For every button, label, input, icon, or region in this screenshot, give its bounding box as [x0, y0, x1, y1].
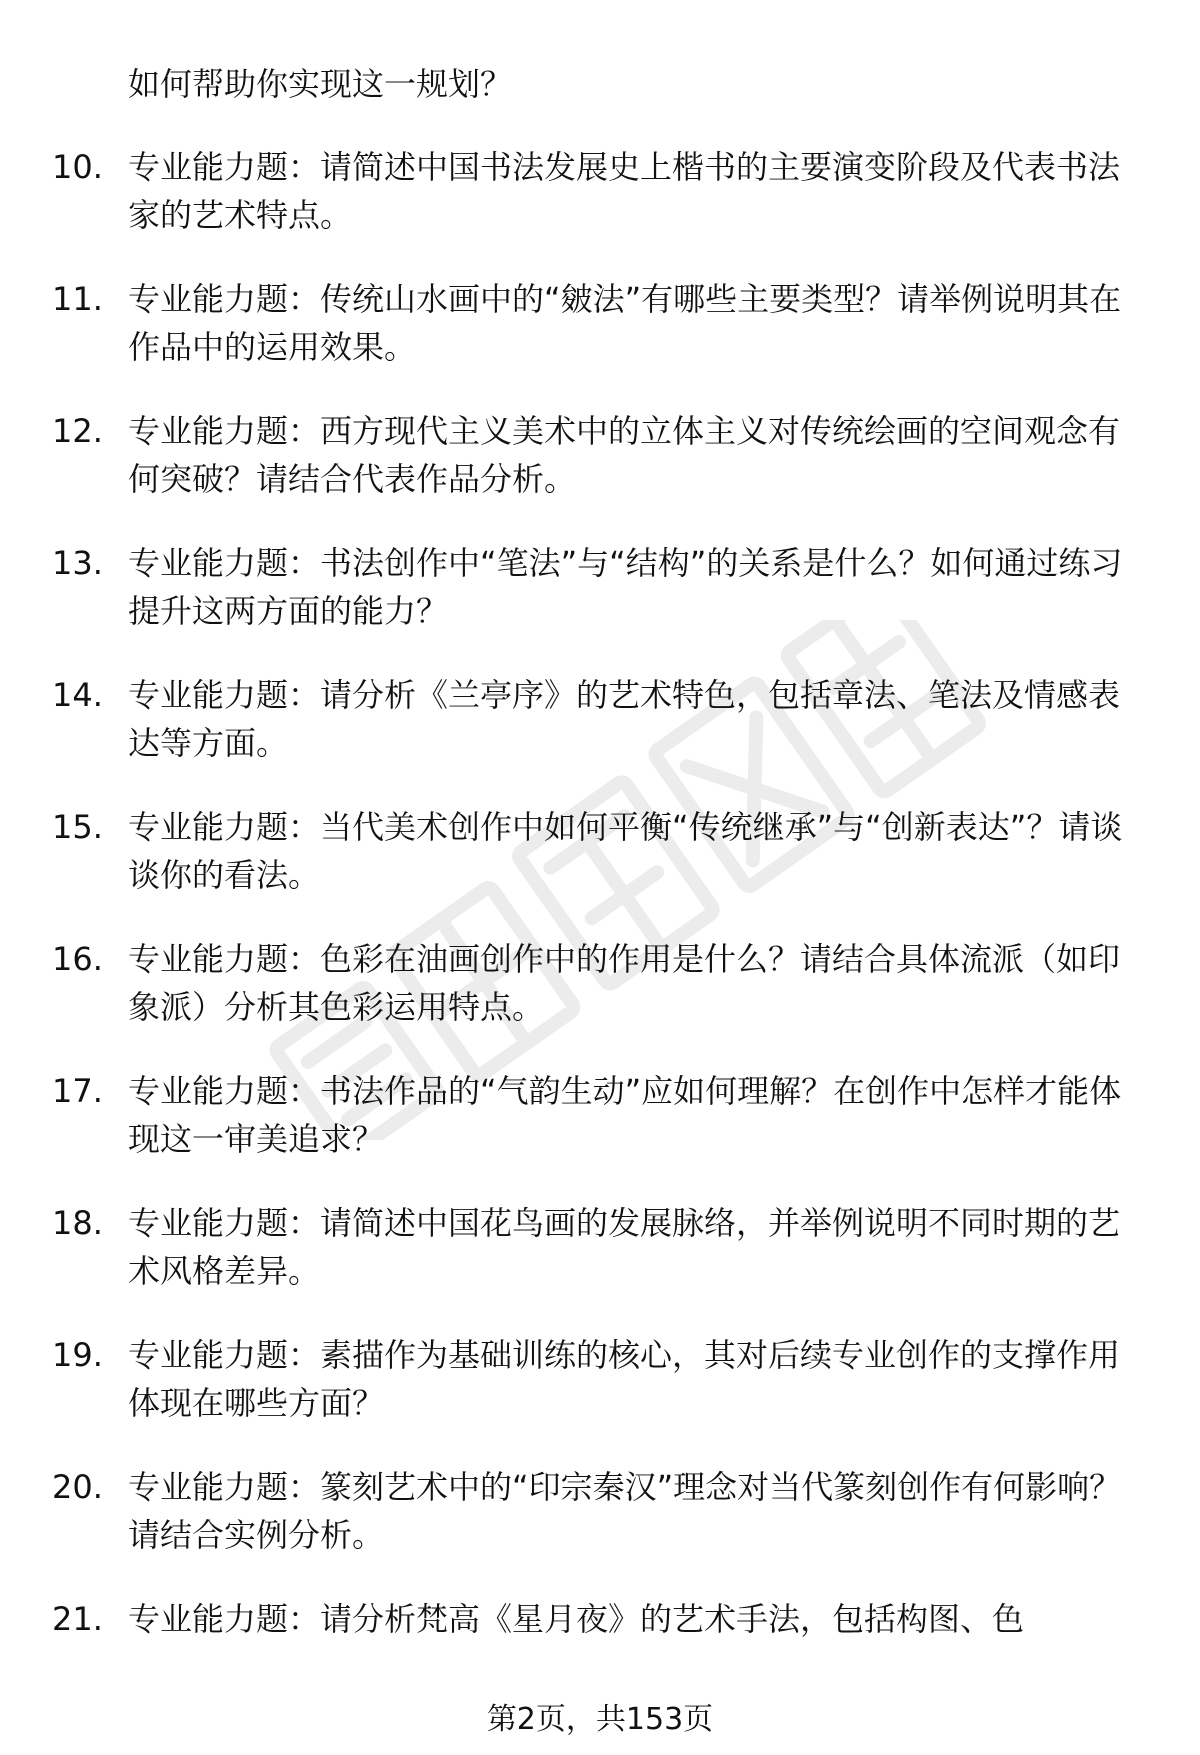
question-text: 专业能力题：传统山水画中的“皴法”有哪些主要类型？请举例说明其在作品中的运用效果。 [128, 280, 1122, 366]
list-item [0, 407, 1200, 539]
list-item [0, 803, 1200, 935]
question-number: 20. [52, 1468, 103, 1506]
question-number: 11. [52, 280, 103, 318]
question-number: 15. [52, 808, 103, 846]
question-number: 14. [52, 676, 103, 714]
continued-question-line: 如何帮助你实现这一规划？ [128, 65, 513, 103]
question-number: 18. [52, 1204, 103, 1242]
list-item [0, 143, 1200, 275]
question-text: 专业能力题：素描作为基础训练的核心，其对后续专业创作的支撑作用体现在哪些方面？ [128, 1336, 1121, 1422]
question-text: 专业能力题：书法创作中“笔法”与“结构”的关系是什么？如何通过练习提升这两方面的能力？ [128, 544, 1123, 630]
question-text: 专业能力题：色彩在油画创作中的作用是什么？请结合具体流派（如印象派）分析其色彩运用特点。 [128, 940, 1121, 1026]
question-number: 21. [52, 1600, 103, 1638]
list-item [0, 1331, 1200, 1463]
question-text: 专业能力题：请分析梵高《星月夜》的艺术手法，包括构图、色 [128, 1600, 1025, 1638]
question-list [0, 143, 1200, 1727]
list-item [0, 1463, 1200, 1595]
question-number: 10. [52, 148, 103, 186]
question-text: 专业能力题：请分析《兰亭序》的艺术特色，包括章法、笔法及情感表达等方面。 [128, 676, 1121, 762]
list-item [0, 1067, 1200, 1199]
question-text: 专业能力题：篆刻艺术中的“印宗秦汉”理念对当代篆刻创作有何影响？请结合实例分析。 [128, 1468, 1122, 1554]
list-item [0, 1199, 1200, 1331]
list-item [0, 275, 1200, 407]
list-item [0, 671, 1200, 803]
question-number: 19. [52, 1336, 103, 1374]
question-number: 12. [52, 412, 103, 450]
question-number: 16. [52, 940, 103, 978]
question-number: 17. [52, 1072, 103, 1110]
list-item [0, 539, 1200, 671]
page-footer: 第2页，共153页 [486, 1702, 714, 1737]
question-text: 专业能力题：当代美术创作中如何平衡“传统继承”与“创新表达”？请谈谈你的看法。 [128, 808, 1123, 894]
list-item [0, 935, 1200, 1067]
question-number: 13. [52, 544, 103, 582]
question-text: 专业能力题：书法作品的“气韵生动”应如何理解？在创作中怎样才能体现这一审美追求？ [128, 1072, 1122, 1158]
question-text: 专业能力题：请简述中国花鸟画的发展脉络，并举例说明不同时期的艺术风格差异。 [128, 1204, 1121, 1290]
question-text: 专业能力题：西方现代主义美术中的立体主义对传统绘画的空间观念有何突破？请结合代表作品分析。 [128, 412, 1121, 498]
question-text: 专业能力题：请简述中国书法发展史上楷书的主要演变阶段及代表书法家的艺术特点。 [128, 148, 1121, 234]
